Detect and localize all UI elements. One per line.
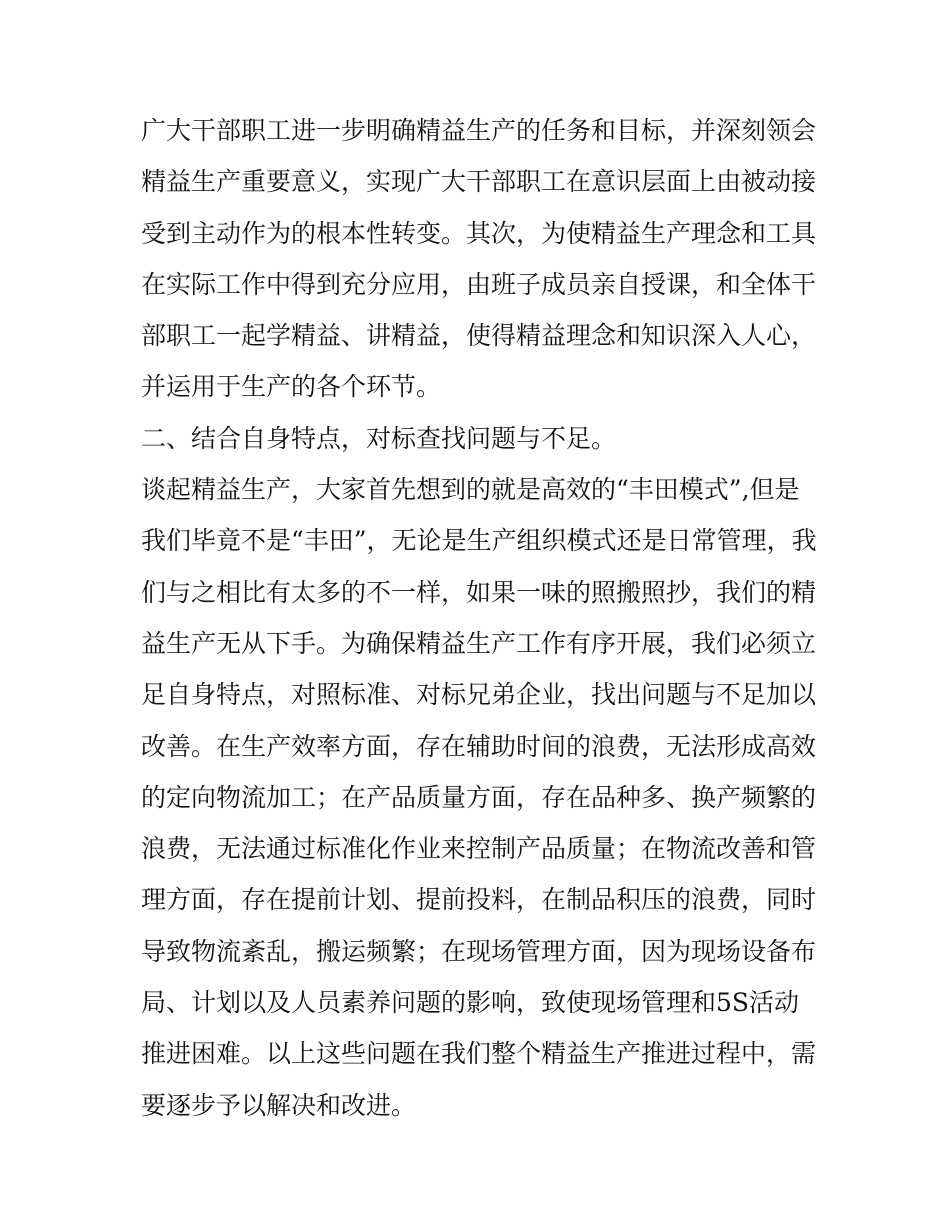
text-line: 足自身特点，对照标准、对标兄弟企业，找出问题与不足加以	[141, 680, 817, 710]
text-line: 们与之相比有太多的不一样，如果一味的照搬照抄，我们的精	[141, 577, 817, 607]
text-line: 部职工一起学精益、讲精益，使得精益理念和知识深入人心，	[141, 321, 817, 351]
text-line: 要逐步予以解决和改进。	[141, 1090, 417, 1120]
text-line: 导致物流紊乱，搬运频繁；在现场管理方面，因为现场设备布	[141, 936, 817, 966]
text-line: 理方面，存在提前计划、提前投料，在制品积压的浪费，同时	[141, 885, 817, 915]
text-line: 我们毕竟不是“丰田”，无论是生产组织模式还是日常管理，我	[141, 526, 817, 556]
text-line: 谈起精益生产，大家首先想到的就是高效的“丰田模式”,但是	[141, 475, 800, 505]
section-heading: 二、结合自身特点，对标查找问题与不足。	[141, 423, 617, 453]
text-line: 精益生产重要意义，实现广大干部职工在意识层面上由被动接	[141, 167, 817, 197]
text-line: 改善。在生产效率方面，存在辅助时间的浪费，无法形成高效	[141, 731, 817, 761]
text-line: 推进困难。以上这些问题在我们整个精益生产推进过程中，需	[141, 1039, 817, 1069]
text-line: 浪费，无法通过标准化作业来控制产品质量；在物流改善和管	[141, 834, 817, 864]
text-line: 的定向物流加工；在产品质量方面，存在品种多、换产频繁的	[141, 782, 817, 812]
text-line: 局、计划以及人员素养问题的影响，致使现场管理和5S活动	[141, 988, 800, 1018]
text-line: 受到主动作为的根本性转变。其次，为使精益生产理念和工具	[141, 218, 817, 248]
text-line: 并运用于生产的各个环节。	[141, 372, 442, 402]
body-text	[141, 105, 821, 1131]
text-line: 在实际工作中得到充分应用，由班子成员亲自授课，和全体干	[141, 269, 817, 299]
text-line: 广大干部职工进一步明确精益生产的任务和目标，并深刻领会	[141, 116, 817, 145]
text-line: 益生产无从下手。为确保精益生产工作有序开展，我们必须立	[141, 628, 817, 658]
